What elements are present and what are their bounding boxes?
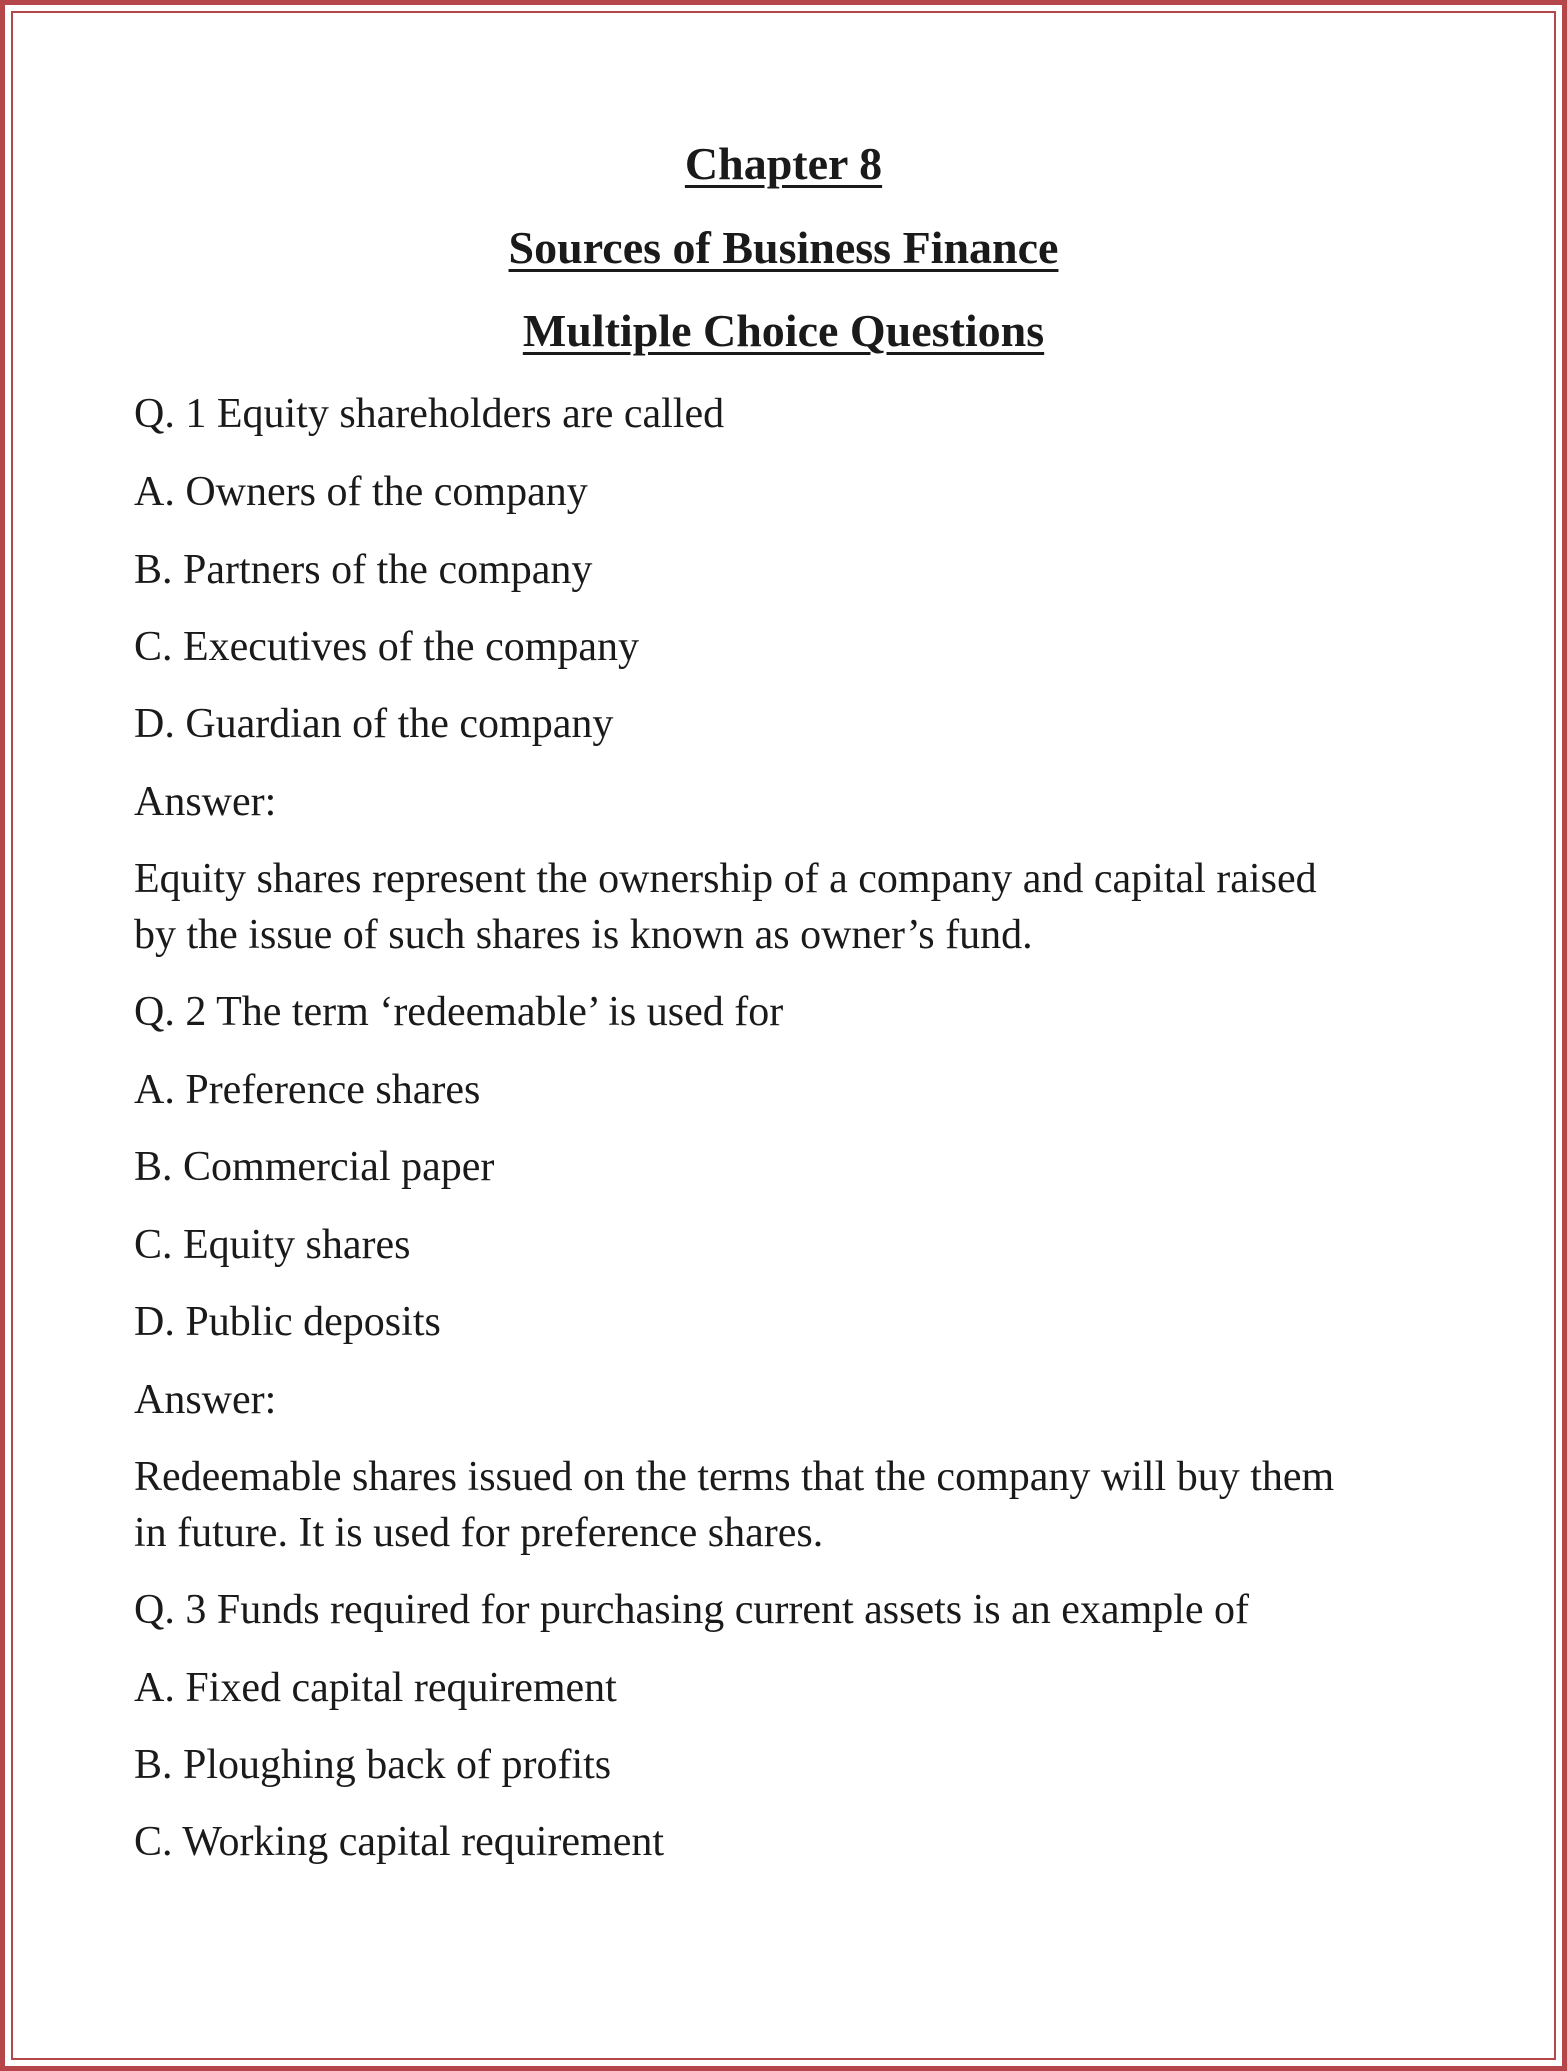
q2-answer-label: Answer: [134,1377,277,1423]
q1-option-c: C. Executives of the company [134,624,640,670]
q2-option-a: A. Preference shares [134,1067,481,1113]
q3-option-c: C. Working capital requirement [134,1819,665,1865]
chapter-heading: Chapter 8 [684,138,883,189]
q2-answer-line-1: Redeemable shares issued on the terms that the company will buy them [134,1454,1335,1500]
q1-option-d: D. Guardian of the company [134,701,614,747]
section-subtitle: Multiple Choice Questions [522,305,1045,356]
q1-option-a: A. Owners of the company [134,469,588,515]
question-1: Q. 1 Equity shareholders are called [134,391,725,437]
q2-answer-line-2: in future. It is used for preference shares. [134,1510,824,1556]
question-3: Q. 3 Funds required for purchasing current assets is an example of [134,1587,1250,1633]
q3-option-a: A. Fixed capital requirement [134,1665,617,1711]
q2-option-c: C. Equity shares [134,1222,411,1268]
q1-option-b: B. Partners of the company [134,547,593,593]
q3-option-b: B. Ploughing back of profits [134,1742,612,1788]
q1-answer-line-1: Equity shares represent the ownership of a company and capital raised [134,856,1317,902]
q1-answer-line-2: by the issue of such shares is known as owner’s fund. [134,912,1033,958]
q2-option-b: B. Commercial paper [134,1144,495,1190]
q2-option-d: D. Public deposits [134,1299,441,1345]
question-2: Q. 2 The term ‘redeemable’ is used for [134,989,784,1035]
q1-answer-label: Answer: [134,779,277,825]
chapter-title: Sources of Business Finance [508,222,1059,273]
